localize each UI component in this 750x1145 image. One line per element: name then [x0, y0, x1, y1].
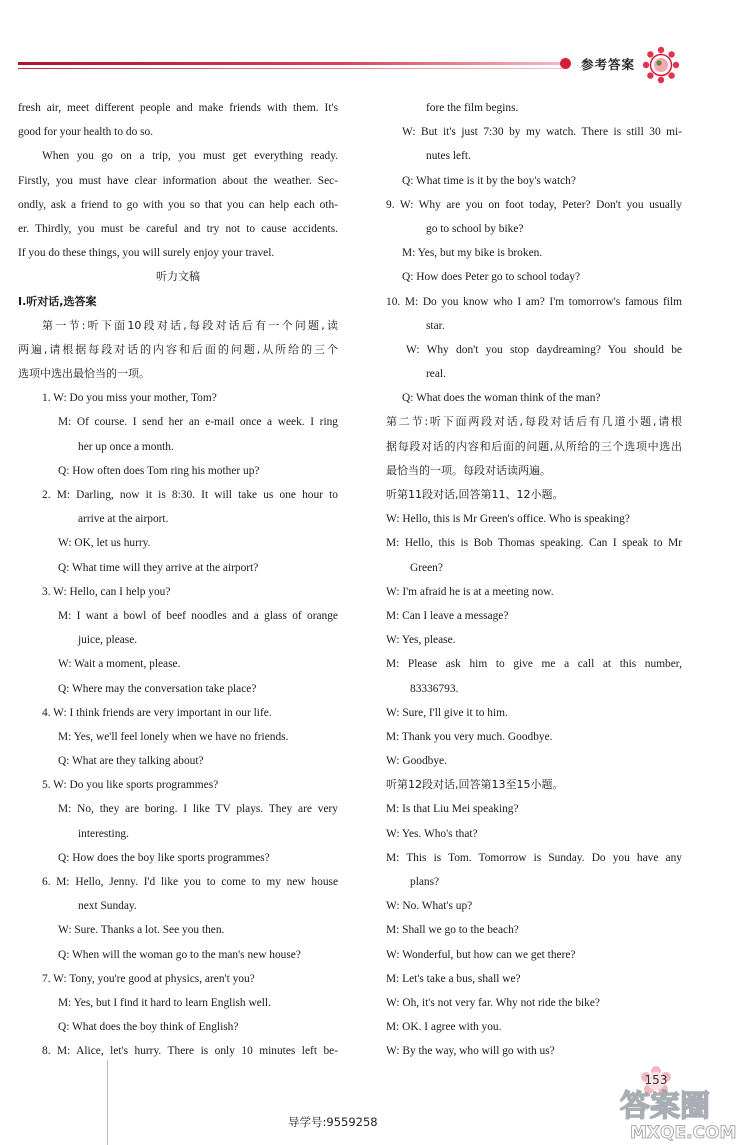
watermark-logo: [614, 1084, 744, 1142]
text-line: fresh air, meet different people and make friends with them. It's: [18, 102, 338, 114]
text-line: plans?: [410, 876, 440, 888]
text-line: W: Goodbye.: [386, 755, 447, 768]
text-line: 第一节:听下面10段对话,每段对话后有一个问题,读: [42, 318, 338, 332]
text-line: interesting.: [78, 827, 129, 840]
text-line: 两遍,请根据每段对话的内容和后面的问题,从所给的三个: [18, 342, 338, 356]
text-line: 6. M: Hello, Jenny. I'd like you to come to my new house: [42, 876, 338, 888]
text-line: Q: What does the boy think of English?: [58, 1021, 239, 1034]
text-line: 7. W: Tony, you're good at physics, aren't you?: [42, 972, 255, 985]
text-line: M: Is that Liu Mei speaking?: [386, 803, 519, 816]
watermark-line2: MXQE.COM: [630, 1123, 737, 1142]
text-line: W: Wonderful, but how can we get there?: [386, 948, 576, 961]
text-line: M: Can I leave a message?: [386, 609, 509, 622]
text-line: Ⅰ.听对话,选答案: [18, 294, 97, 308]
guide-number: 导学号:9559258: [288, 1115, 378, 1129]
text-line: W: I'm afraid he is at a meeting now.: [386, 585, 554, 598]
text-line: M: Hello, this is Bob Thomas speaking. Can I speak to Mr: [386, 537, 682, 550]
text-line: 5. W: Do you like sports programmes?: [42, 779, 219, 792]
text-line: M: Yes, we'll feel lonely when we have no friends.: [58, 730, 289, 743]
text-line: 4. W: I think friends are very important in our life.: [42, 706, 272, 719]
text-line: M: Yes, but I find it hard to learn English well.: [58, 996, 271, 1009]
text-line: M: Let's take a bus, shall we?: [386, 972, 521, 985]
text-line: M: Please ask him to give me a call at this number,: [386, 658, 682, 671]
text-line: 3. W: Hello, can I help you?: [42, 585, 171, 598]
text-line: W: Hello, this is Mr Green's office. Who is speaking?: [386, 513, 630, 526]
text-line: M: OK. I agree with you.: [386, 1021, 502, 1034]
text-line: Q: Where may the conversation take place?: [58, 682, 257, 695]
text-line: Q: How does Peter go to school today?: [402, 271, 581, 284]
text-line: M: Of course. I send her an e-mail once a week. I ring: [58, 416, 338, 429]
text-line: M: No, they are boring. I like TV plays. They are very: [58, 803, 338, 816]
text-line: her up once a month.: [78, 440, 174, 453]
text-line: W: Wait a moment, please.: [58, 658, 181, 671]
header-title: 参考答案: [581, 57, 636, 72]
text-line: Q: When will the woman go to the man's new house?: [58, 948, 301, 961]
text-line: Q: What time is it by the boy's watch?: [402, 174, 576, 187]
header-rule-thick: [18, 62, 563, 65]
watermark-line1: 答案圈: [620, 1089, 710, 1124]
right-column: [386, 96, 682, 1064]
text-line: W: Sure, I'll give it to him.: [386, 706, 508, 719]
text-line: Firstly, you must have clear information about the weather. Sec-: [18, 174, 338, 187]
text-line: er. Thirdly, you must be careful and try not to cause accidents.: [18, 222, 338, 235]
text-line: ondly, ask a friend to go with you so that you can help each oth-: [18, 198, 338, 211]
text-line: W: Yes. Who's that?: [386, 827, 478, 840]
text-line: Q: What does the woman think of the man?: [402, 392, 601, 405]
text-line: 听第11段对话,回答第11、12小题。: [386, 488, 564, 501]
text-line: If you do these things, you will surely enjoy your travel.: [18, 247, 275, 260]
header-rule-thin: [18, 68, 563, 69]
binding-line: [107, 1060, 108, 1145]
text-line: Q: What time will they arrive at the airport?: [58, 561, 259, 574]
text-line: 最恰当的一项。每段对话读两遍。: [386, 463, 551, 477]
text-line: W: Why don't you stop daydreaming? You should be: [406, 343, 682, 356]
text-line: W: Oh, it's not very far. Why not ride the bike?: [386, 996, 600, 1009]
text-line: 1. W: Do you miss your mother, Tom?: [42, 392, 217, 405]
text-line: 8. M: Alice, let's hurry. There is only 10 minutes left be-: [42, 1045, 338, 1058]
text-line: star.: [426, 319, 445, 332]
text-line: Green?: [410, 561, 443, 574]
text-line: nutes left.: [426, 150, 471, 163]
left-column: [18, 96, 338, 1064]
text-line: 83336793.: [410, 682, 459, 695]
text-line: W: Yes, please.: [386, 634, 456, 647]
text-line: 10. M: Do you know who I am? I'm tomorrow's famous film: [386, 295, 682, 308]
text-line: Q: How often does Tom ring his mother up?: [58, 464, 260, 477]
text-line: M: Shall we go to the beach?: [386, 924, 519, 937]
text-line: W: No. What's up?: [386, 900, 473, 913]
text-line: W: Sure. Thanks a lot. See you then.: [58, 924, 225, 937]
text-line: W: By the way, who will go with us?: [386, 1045, 555, 1058]
text-line: juice, please.: [78, 634, 138, 647]
text-line: go to school by bike?: [426, 222, 524, 235]
text-line: 听第12段对话,回答第13至15小题。: [386, 778, 564, 792]
text-line: When you go on a trip, you must get everything ready.: [42, 150, 338, 163]
text-line: 2. M: Darling, now it is 8:30. It will take us one hour to: [42, 489, 338, 501]
text-line: M: Thank you very much. Goodbye.: [386, 730, 553, 743]
page-number: 153: [644, 1073, 668, 1087]
text-line: M: I want a bowl of beef noodles and a glass of orange: [58, 609, 338, 622]
text-line: arrive at the airport.: [78, 513, 169, 526]
text-line: Q: What are they talking about?: [58, 755, 204, 768]
text-line: M: This is Tom. Tomorrow is Sunday. Do you have any: [386, 851, 682, 864]
text-line: Q: How does the boy like sports programmes?: [58, 851, 270, 864]
text-line: W: But it's just 7:30 by my watch. There is still 30 mi-: [402, 126, 682, 139]
text-line: next Sunday.: [78, 900, 137, 913]
text-line: 据每段对话的内容和后面的问题,从所给的三个选项中选出: [386, 439, 682, 453]
text-line: W: OK, let us hurry.: [58, 537, 151, 550]
header-dot: [560, 58, 571, 69]
text-line: 第二节:听下面两段对话,每段对话后有几道小题,请根: [386, 415, 682, 429]
text-line: 9. W: Why are you on foot today, Peter? Don't you usually: [386, 198, 682, 211]
flower-logo-icon: [642, 46, 680, 84]
text-line: real.: [426, 368, 446, 381]
text-line: 听力文稿: [156, 270, 200, 284]
text-line: good for your health to do so.: [18, 126, 154, 139]
text-line: M: Yes, but my bike is broken.: [402, 247, 543, 260]
text-line: 选项中选出最恰当的一项。: [18, 367, 150, 381]
text-line: fore the film begins.: [426, 102, 519, 114]
